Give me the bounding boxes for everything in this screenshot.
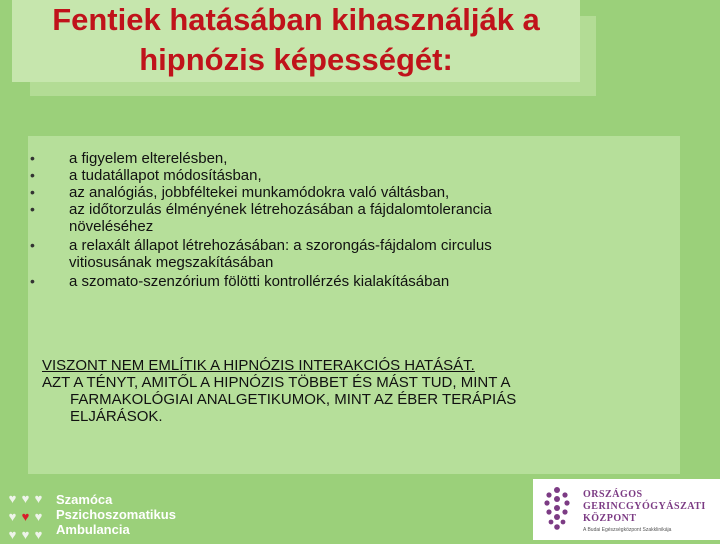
bullet-text: a figyelem elterelésben,: [69, 150, 228, 167]
bullet-item: [30, 201, 630, 235]
bullet-dot: •: [30, 201, 35, 217]
note-line-3: FARMAKOLÓGIAI ANALGETIKUMOK, MINT AZ ÉBER TERÁPIÁS: [70, 391, 517, 408]
bullet-dot: •: [30, 184, 35, 200]
note-line-4: ELJÁRÁSOK.: [70, 408, 163, 425]
bullet-dot: •: [30, 167, 35, 183]
bullet-dot: •: [30, 237, 35, 253]
slide-title-line-1: Fentiek hatásában kihasználják a: [52, 2, 540, 37]
bullet-item: [30, 167, 630, 184]
ogk-logo: [533, 479, 720, 540]
slide-title: [12, 0, 580, 80]
szamoca-logo: [6, 490, 206, 542]
ogk-emblem-icon: [539, 485, 575, 533]
ogk-subtitle: A Budai Egészségközpont Szakklinikája: [583, 527, 672, 533]
szamoca-logo-text: [56, 492, 176, 537]
note-line-2: AZT A TÉNYT, AMITŐL A HIPNÓZIS TÖBBET ÉS MÁST TUD, MINT A: [42, 374, 511, 391]
footer-left-line-3: Ambulancia: [56, 522, 130, 537]
bullet-text-continued: vitiosusának megszakításában: [69, 254, 274, 271]
bullet-dot: •: [30, 273, 35, 289]
ogk-line-1: ORSZÁGOS: [583, 489, 643, 500]
conclusion-note: [42, 357, 602, 425]
footer-left-line-2: Pszichoszomatikus: [56, 507, 176, 522]
bullet-item: [30, 273, 630, 290]
bullet-text: a szomato-szenzórium fölötti kontrollérzés kialakításában: [69, 273, 450, 290]
note-line-1: VISZONT NEM EMLÍTIK A HIPNÓZIS INTERAKCIÓS HATÁSÁT.: [42, 357, 475, 374]
bullet-text: a tudatállapot módosításban,: [69, 167, 262, 184]
ogk-line-2: GERINCGYÓGYÁSZATI: [583, 501, 706, 512]
bullet-item: [30, 150, 630, 167]
bullet-text: az analógiás, jobbféltekei munkamódokra való váltásban,: [69, 184, 450, 201]
ogk-line-3: KÖZPONT: [583, 513, 637, 524]
bullet-text: a relaxált állapot létrehozásában: a szorongás-fájdalom circulus: [69, 237, 492, 254]
bullet-dot: •: [30, 150, 35, 166]
bullet-list: [30, 150, 630, 290]
bullet-item: [30, 184, 630, 201]
footer-left-line-1: Szamóca: [56, 492, 113, 507]
bullet-item: [30, 237, 630, 271]
bullet-text-continued: növeléséhez: [69, 218, 154, 235]
bullet-text: az időtorzulás élményének létrehozásában a fájdalomtolerancia: [69, 201, 492, 218]
slide-title-line-2: hipnózis képességét:: [139, 42, 453, 77]
hearts-icon: ♥ ♥ ♥ ♥ ♥ ♥ ♥ ♥ ♥: [8, 491, 43, 542]
